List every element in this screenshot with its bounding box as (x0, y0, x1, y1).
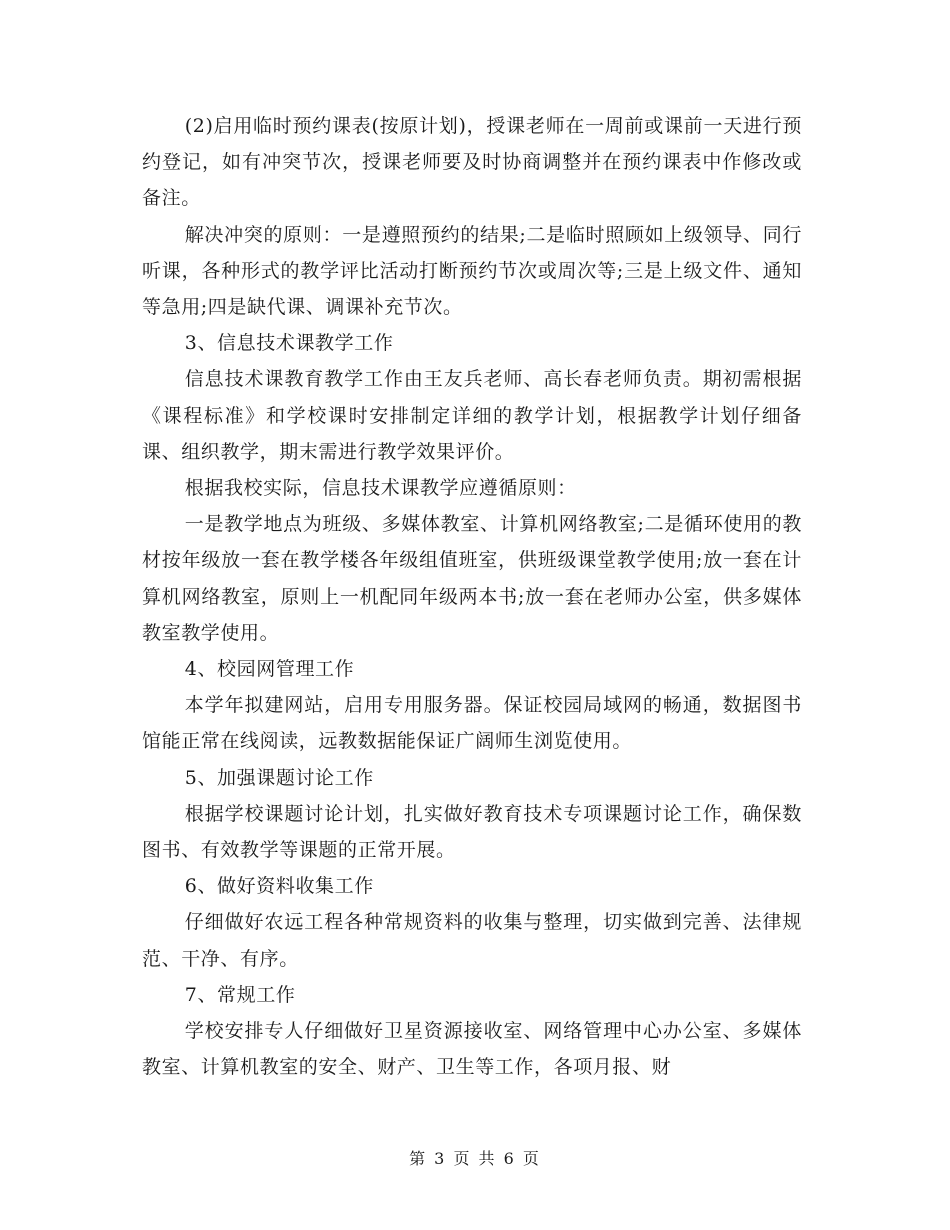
document-body (142, 108, 802, 1085)
section-heading-routine: 7、常规工作 (184, 983, 296, 1006)
section-heading-it-teaching: 3、信息技术课教学工作 (184, 332, 394, 355)
paragraph-campus-network: 本学年拟建网站，启用专用服务器。保证校园局域网的畅通，数据图书馆能正常在线阅读，远教数据能保证广阔师生浏览使用。 (142, 694, 802, 753)
paragraph-materials: 仔细做好农远工程各种常规资料的收集与整理，切实做到完善、法律规范、干净、有序。 (142, 911, 802, 970)
section-heading-materials: 6、做好资料收集工作 (184, 875, 374, 898)
paragraph-it-teaching: 信息技术课教育教学工作由王友兵老师、高长春老师负责。期初需根据《课程标准》和学校课时安排制定详细的教学计划，根据教学计划仔细备课、组织教学，期末需进行教学效果评价。 (142, 368, 802, 463)
paragraph-research: 根据学校课题讨论计划，扎实做好教育技术专项课题讨论工作，确保数图书、有效教学等课题的正常开展。 (142, 802, 802, 862)
page-number-footer: 第 3 页 共 6 页 (409, 1149, 541, 1168)
paragraph-it-principles: 一是教学地点为班级、多媒体教室、计算机网络教室;二是循环使用的教材按年级放一套在教学楼各年级组值班室，供班级课堂教学使用;放一套在计算机网络教室，原则上一机配同年级两本书;放一套在老师办公室，供多媒体教室教学使用。 (142, 513, 802, 644)
paragraph-it-principles-intro: 根据我校实际，信息技术课教学应遵循原则： (184, 477, 577, 500)
paragraph-conflict-principles: 解决冲突的原则：一是遵照预约的结果;二是临时照顾如上级领导、同行听课，各种形式的教学评比活动打断预约节次或周次等;三是上级文件、通知等急用;四是缺代课、调课补充节次。 (142, 223, 802, 319)
section-heading-research: 5、加强课题讨论工作 (184, 766, 374, 789)
section-heading-campus-network: 4、校园网管理工作 (184, 658, 355, 681)
paragraph-routine: 学校安排专人仔细做好卫星资源接收室、网络管理中心办公室、多媒体教室、计算机教室的安全、财产、卫生等工作，各项月报、财 (142, 1020, 802, 1079)
paragraph-booking-schedule: (2)启用临时预约课表(按原计划)，授课老师在一周前或课前一天进行预约登记，如有冲突节次，授课老师要及时协商调整并在预约课表中作修改或备注。 (142, 115, 802, 210)
